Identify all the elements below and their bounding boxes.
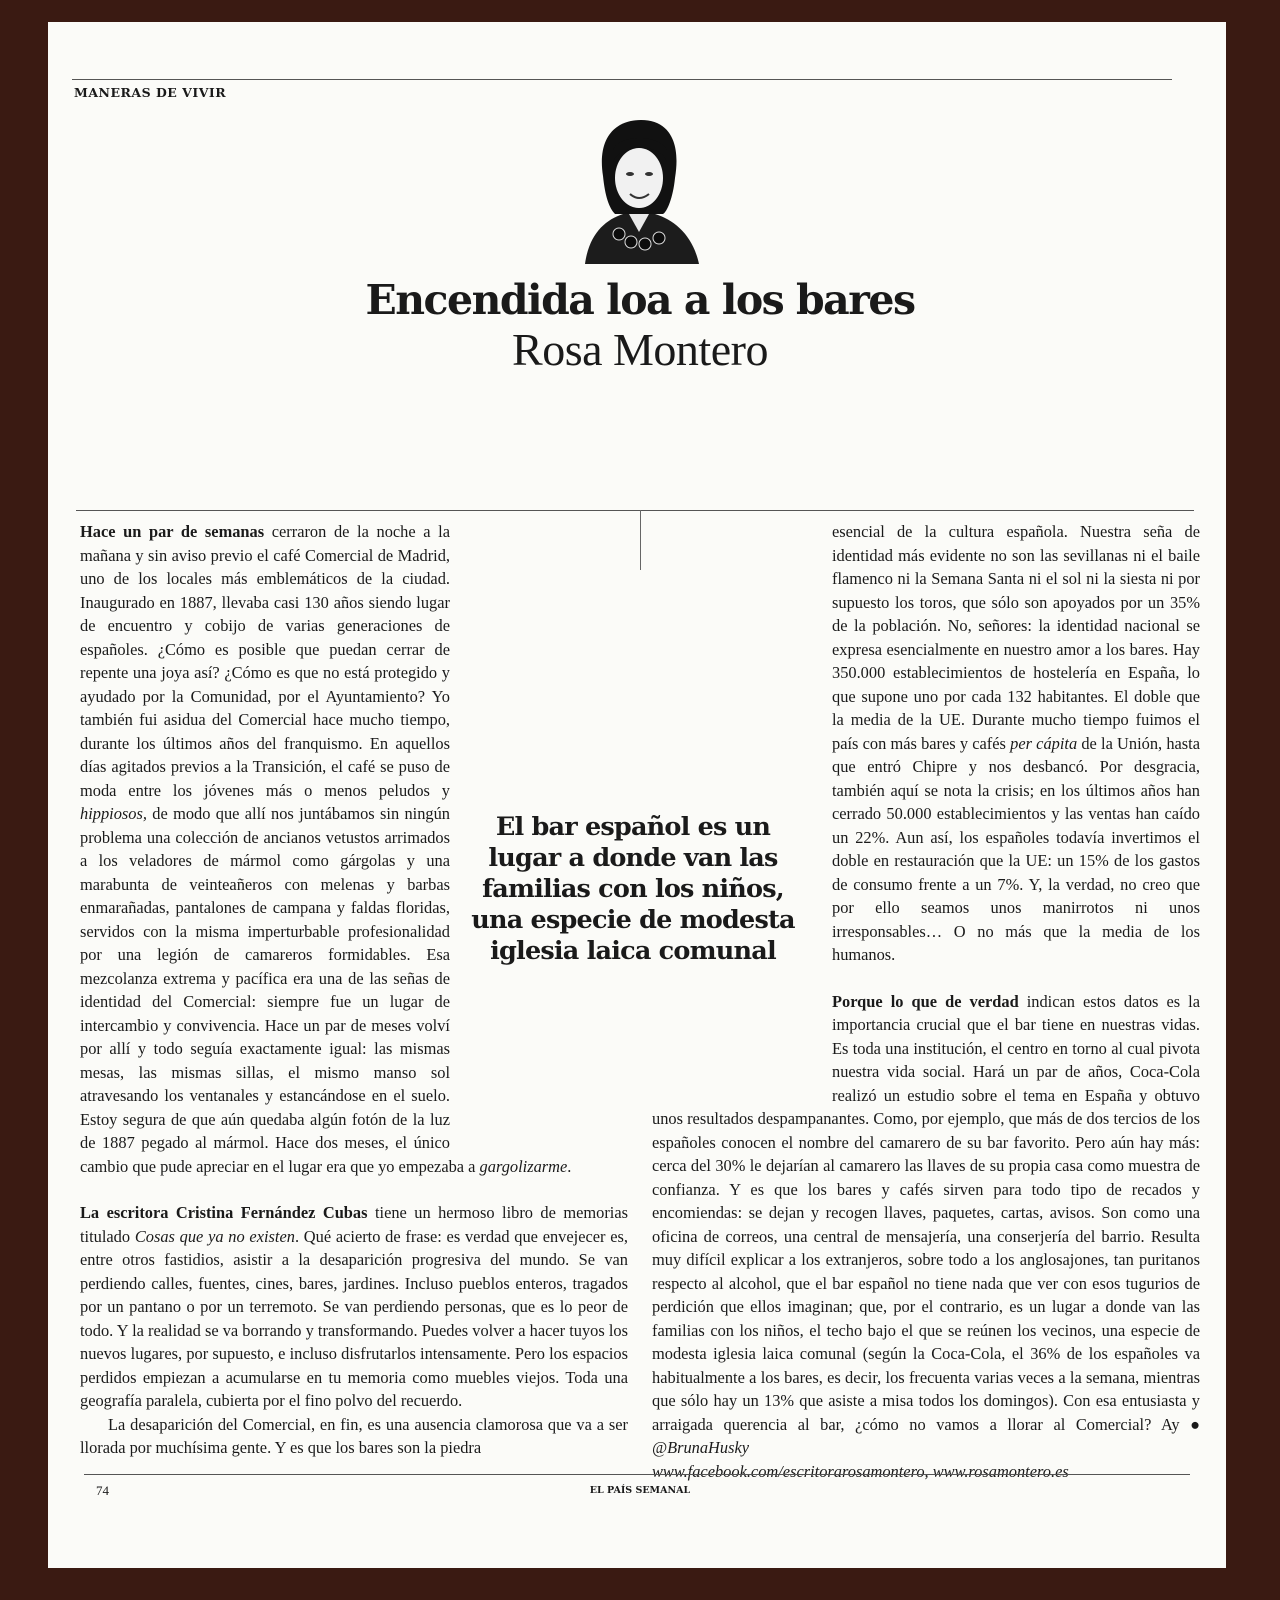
- right-paragraph-1-text-2: de la Unión, hasta que entró Chipre y nos desbancó. Por desgracia, también aquí se nota la crisis; en los últimos años han cerrado 50.000 establecimientos y las ventas han caído un 22%. Aun así, los españoles todavía invertimos el doble en restauración que la UE: un 15% de los gastos de consumo frente a un 7%. Y, la verdad, no creo que por ello seamos unos manirrotos ni unos irresponsables… O no más que la media de los humanos.: [832, 733, 1201, 964]
- bottom-rule: [84, 1474, 1190, 1475]
- right-paragraph-1-text: esencial de la cultura española. Nuestra seña de identidad más evidente no son las sevillanas ni el baile flamenco ni la Semana Santa ni el sol ni la siesta ni por supuesto los toros, que sólo son apoyados por un 35% de la población. No, señores: la identidad nacional se expresa esencialmente en nuestro amor a los bares. Hay 350.000 establecimientos de hostelería en España, lo que supone uno por cada 132 habitantes. El doble que la media de la UE. Durante mucho tiempo fuimos el país con más bares y cafés: [832, 522, 1200, 753]
- portrait-illustration: [585, 120, 699, 264]
- left-paragraph-1-text-2: de modo que allí nos juntábamos sin ningún problema una colección de ancianos vetustos arrimados a los veladores de mármol como gárgolas y una marabunta de veinteañeros con melenas y barbas enmarañadas, pantalones de campana y faldas floridas, servidos con la misma imperturbable profesionalidad por una legión de camareros formidables. Esa mezcolanza extrema y pacífica era una de las señas de identidad del Comercial: siempre fue un lugar de intercambio y convivencia. Hace un par de meses volví por allí y todo seguía exactamente igual: las mismas mesas, las mismas sillas, el mismo manso sol atravesando los ventanales y estancándose en el suelo. Estoy segura de que aún quedaba algún fotón de la luz de 1887 pegado al mármol. Hace dos meses, el único cambio que pude apreciar en el lugar era que yo empezaba a: [80, 804, 480, 1176]
- article-title: Encendida loa a los bares: [365, 276, 915, 324]
- page-number: 74: [96, 1483, 109, 1498]
- left-paragraph-2-text: tiene un hermoso libro de memorias titulado: [80, 1203, 628, 1246]
- article-author: Rosa Montero: [512, 324, 768, 375]
- magazine-name: EL PAÍS SEMANAL: [589, 1485, 691, 1496]
- left-paragraph-2-lead: La escritora Cristina Fernández Cubas: [80, 1203, 368, 1222]
- right-paragraph-2-lead: Porque lo que de verdad: [832, 991, 1019, 1011]
- top-rule: [72, 79, 1172, 80]
- left-paragraph-1-italic: hippiosos,: [80, 804, 147, 823]
- body-rule: [76, 510, 1194, 511]
- section-label: MANERAS DE VIVIR: [74, 85, 227, 100]
- left-paragraph-2-italic: Cosas que ya no existen: [134, 1226, 295, 1246]
- twitter-handle[interactable]: @BrunaHusky: [652, 1438, 750, 1457]
- left-paragraph-1-italic-2: gargolizarme: [479, 1156, 568, 1176]
- article-right-column: [652, 520, 1200, 1483]
- article-left-column: [80, 520, 628, 1460]
- left-paragraph-2: [80, 1201, 628, 1413]
- column-divider: [640, 510, 641, 570]
- right-paragraph-2-text: indican estos datos es la importancia crucial que el bar tiene en nuestras vidas. Es toda una institución, el centro en torno al cual pivota nuestra vida social. Hará un par de años, Coca-Cola realizó un estudio sobre el tema en España y obtuvo unos resultados despampanantes. Como, por ejemplo, que más de dos tercios de los españoles conocen el nombre del camarero de su bar favorito. Pero aún hay más: cerca del 30% le dejarían al camarero las llaves de su propia casa como muestra de confianza. Y es que los bares y cafés sirven para todo tipo de recados y encomiendas: se dejan y recogen llaves, paquetes, cartas, avisos. Son como una oficina de correos, una central de mensajería, una conserjería del barrio. Resulta muy difícil explicar a los extranjeros, sobre todo a los anglosajones, tan puritanos respecto al alcohol, que el bar español no tiene nada que ver con esos tugurios de perdición que ellos imaginan; que, por el contrario, es un lugar a donde van las familias con los niños, el techo bajo el que se reúnen los vecinos, una especie de modesta iglesia laica comunal (según la Coca-Cola, el 36% de los españoles va habitualmente a los bares, es decir, los frecuenta varias veces a la semana, mientras que sólo hay un 13% que asiste a misa todos los domingos). Con esa entusiasta y arraigada querencia al bar, ¿cómo no vamos a llorar al Comercial? Ay: [652, 991, 1201, 1434]
- right-paragraph-1-italic: per cápita: [1010, 733, 1078, 753]
- left-paragraph-3: La desaparición del Comercial, en fin, es una ausencia clamorosa que va a ser llorada por muchísima gente. Y es que los bares son la piedra: [80, 1414, 628, 1457]
- author-portrait: [575, 116, 703, 266]
- left-paragraph-1-text: cerraron de la noche a la mañana y sin aviso previo el café Comercial de Madrid, uno de los locales más emblemáticos de la ciudad. Inaugurado en 1887, llevaba casi 130 años siendo lugar de encuentro y cobijo de varias generaciones de españoles. ¿Cómo es posible que puedan cerrar de repente una joya así? ¿Cómo es que no está protegido y ayudado por la Comunidad, por el Ayuntamiento? Yo también fui asidua del Comercial hace mucho tiempo, durante los últimos años del franquismo. En aquellos días agitados previos a la Transición, el café se puso de moda entre los jóvenes más o menos peludos y: [80, 522, 450, 800]
- bullet-icon: ●: [1190, 1414, 1200, 1434]
- left-paragraph-1-lead: Hace un par de semanas: [80, 522, 265, 541]
- social-links[interactable]: www.facebook.com/escritorarosamontero, www.rosamontero.es: [652, 1461, 1069, 1481]
- left-paragraph-1-end: .: [567, 1156, 572, 1176]
- left-paragraph-2-text-2: . Qué acierto de frase: es verdad que envejecer es, entre otros fastidios, asistir a la desaparición progresiva del mundo. Se van perdiendo calles, fuentes, cines, bares, jardines. Incluso pueblos enteros, tragados por un pantano o por un terremoto. Se van perdiendo personas, que es lo peor de todo. Y la realidad se va borrando y transformando. Puedes volver a hacer tuyos los nuevos lugares, por supuesto, e incluso disfrutarlos intensamente. Pero los espacios perdidos empiezan a acumularse en tu memoria como muebles viejos. Toda una geografía paralela, cubierta por el fino polvo del recuerdo.: [80, 1226, 628, 1410]
- pullquote: El bar español es un lugar a donde van las familias con los niños, una especie de modesta iglesia laica comunal: [471, 812, 795, 966]
